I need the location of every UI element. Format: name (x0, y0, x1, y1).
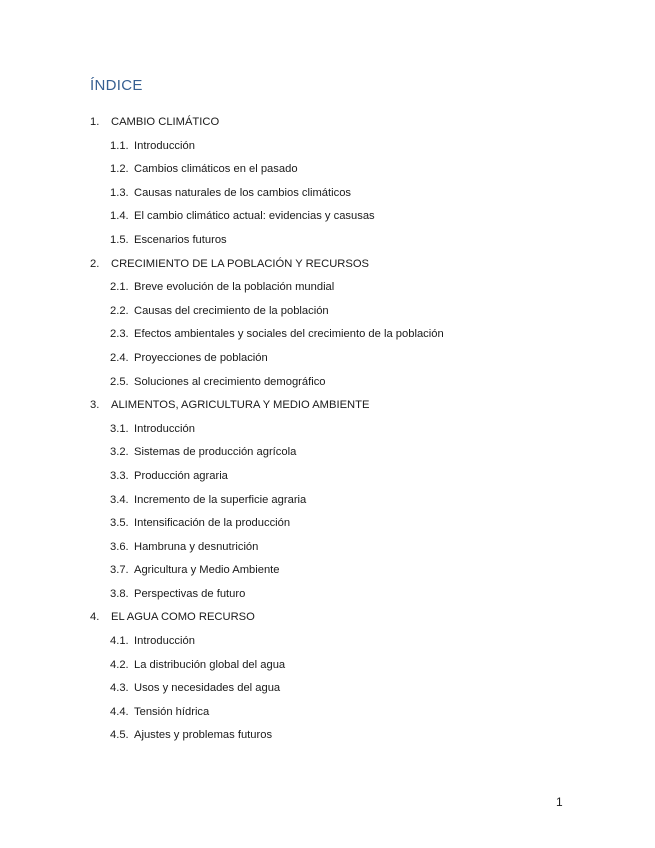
toc-subsection-label: Tensión hídrica (134, 705, 210, 718)
toc-subsection-label: Producción agraria (134, 469, 228, 482)
toc-subsection-number: 3.2. (110, 446, 129, 459)
toc-subsection[interactable] (0, 205, 655, 229)
page-number: 1 (556, 795, 563, 809)
toc-subsection-label: Ajustes y problemas futuros (134, 729, 273, 742)
toc-subsection[interactable] (0, 677, 655, 701)
toc-section-number: 1. (90, 116, 100, 128)
toc-subsection[interactable] (0, 654, 655, 678)
toc-subsection-label: Hambruna y desnutrición (134, 540, 259, 553)
toc-subsection-label: El cambio climático actual: evidencias y casusas (134, 210, 375, 223)
toc-subsection-number: 3.4. (110, 493, 129, 506)
toc-subsection[interactable] (0, 630, 655, 654)
toc-subsection-label: La distribución global del agua (134, 658, 286, 671)
toc-title: ÍNDICE (90, 77, 143, 94)
toc-subsection-label: Introducción (134, 422, 195, 435)
toc-subsection[interactable] (0, 418, 655, 442)
toc-section-label: ALIMENTOS, AGRICULTURA Y MEDIO AMBIENTE (111, 399, 370, 412)
toc-subsection[interactable] (0, 300, 655, 324)
toc-subsection-number: 3.5. (110, 517, 129, 530)
toc-subsection-label: Causas naturales de los cambios climáticos (134, 186, 352, 199)
toc-subsection-label: Escenarios futuros (134, 233, 227, 246)
toc-subsection-label: Sistemas de producción agrícola (134, 446, 297, 459)
toc-subsection-number: 2.4. (110, 351, 129, 364)
toc-section-label: CRECIMIENTO DE LA POBLACIÓN Y RECURSOS (111, 257, 369, 270)
toc-subsection[interactable] (0, 135, 655, 159)
toc-subsection-label: Introducción (134, 635, 195, 648)
toc-subsection-number: 3.6. (110, 540, 129, 553)
toc-subsection[interactable] (0, 276, 655, 300)
toc-subsection[interactable] (0, 182, 655, 206)
toc-section-label: CAMBIO CLIMÁTICO (111, 116, 220, 128)
toc-subsection-label: Cambios climáticos en el pasado (134, 163, 298, 176)
toc-subsection-number: 4.4. (110, 705, 129, 718)
toc-subsection[interactable] (0, 371, 655, 395)
toc-subsection-label: Usos y necesidades del agua (134, 682, 281, 695)
toc-subsection[interactable] (0, 323, 655, 347)
toc-subsection-number: 3.7. (110, 564, 129, 577)
toc-section[interactable] (0, 606, 655, 630)
toc-section-number: 2. (90, 257, 100, 270)
toc-subsection-number: 4.5. (110, 729, 129, 742)
toc-subsection-number: 1.1. (110, 139, 129, 152)
toc-subsection-number: 2.3. (110, 328, 129, 341)
toc-subsection-number: 2.2. (110, 304, 129, 317)
toc-section[interactable] (0, 111, 655, 135)
toc-subsection-number: 1.3. (110, 186, 129, 199)
toc-subsection-number: 1.4. (110, 210, 129, 223)
toc-subsection-label: Efectos ambientales y sociales del crecimiento de la población (134, 328, 444, 341)
toc-subsection[interactable] (0, 512, 655, 536)
table-of-contents (0, 111, 655, 748)
toc-subsection-number: 2.1. (110, 281, 129, 294)
toc-subsection-label: Introducción (134, 139, 195, 152)
toc-subsection[interactable] (0, 536, 655, 560)
toc-subsection-label: Proyecciones de población (134, 351, 268, 364)
toc-subsection-number: 2.5. (110, 375, 129, 388)
toc-section-number: 3. (90, 399, 100, 412)
toc-section-label: EL AGUA COMO RECURSO (111, 611, 255, 624)
toc-subsection-number: 3.8. (110, 587, 129, 600)
toc-subsection[interactable] (0, 559, 655, 583)
toc-subsection-number: 3.1. (110, 422, 129, 435)
toc-subsection-number: 1.2. (110, 163, 129, 176)
toc-subsection-label: Causas del crecimiento de la población (134, 304, 329, 317)
toc-subsection[interactable] (0, 701, 655, 725)
toc-subsection-number: 1.5. (110, 233, 129, 246)
toc-section[interactable] (0, 394, 655, 418)
toc-subsection[interactable] (0, 441, 655, 465)
toc-subsection-number: 4.1. (110, 635, 129, 648)
toc-subsection-number: 4.3. (110, 682, 129, 695)
toc-subsection[interactable] (0, 158, 655, 182)
toc-subsection-label: Intensificación de la producción (134, 517, 291, 530)
toc-subsection-label: Incremento de la superficie agraria (134, 493, 307, 506)
toc-subsection-label: Perspectivas de futuro (134, 587, 246, 600)
toc-subsection-label: Soluciones al crecimiento demográfico (134, 375, 326, 388)
toc-subsection[interactable] (0, 583, 655, 607)
toc-section[interactable] (0, 253, 655, 277)
toc-subsection-label: Breve evolución de la población mundial (134, 281, 335, 294)
toc-subsection[interactable] (0, 724, 655, 748)
toc-subsection[interactable] (0, 465, 655, 489)
toc-subsection-number: 4.2. (110, 658, 129, 671)
toc-subsection[interactable] (0, 347, 655, 371)
toc-section-number: 4. (90, 611, 100, 624)
toc-subsection[interactable] (0, 489, 655, 513)
toc-subsection-number: 3.3. (110, 469, 129, 482)
toc-subsection[interactable] (0, 229, 655, 253)
toc-subsection-label: Agricultura y Medio Ambiente (134, 564, 280, 577)
